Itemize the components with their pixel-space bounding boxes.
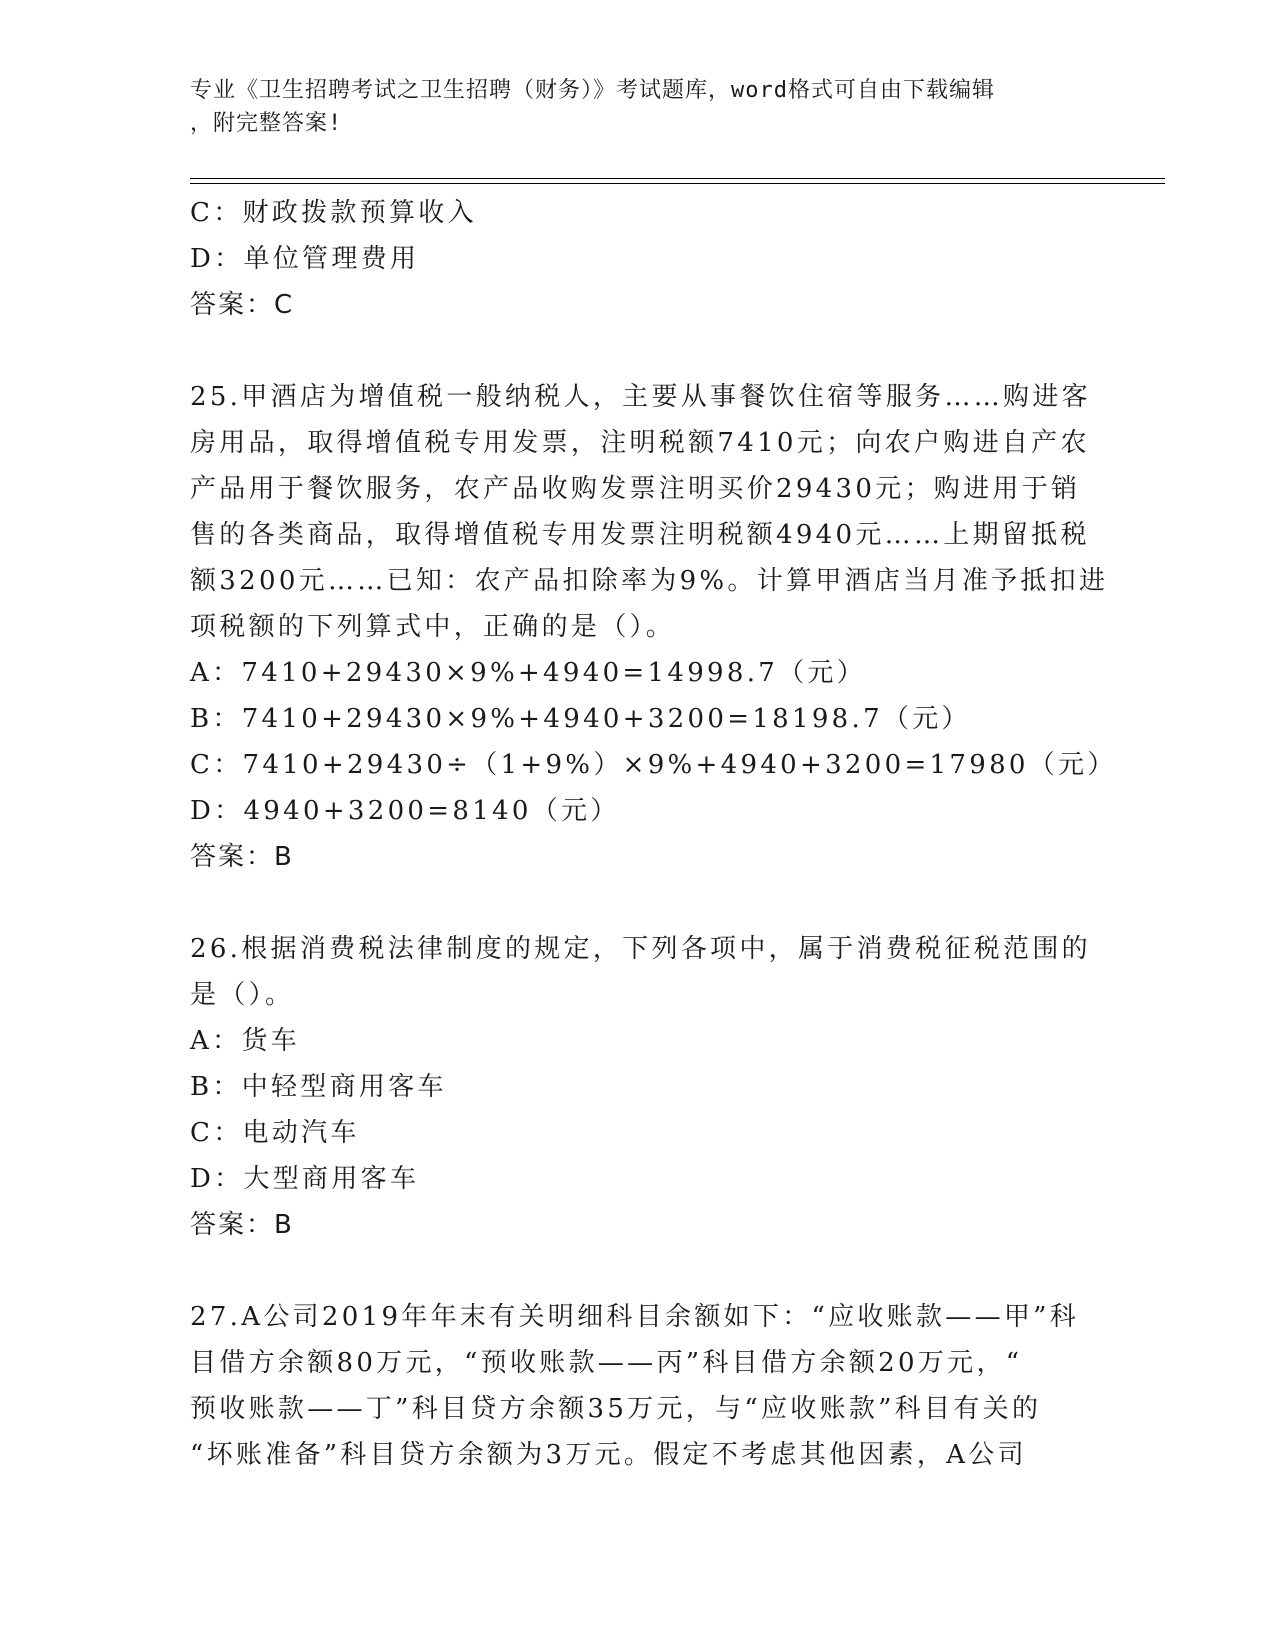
q27-stem-line: 目借方余额80万元，“预收账款——丙”科目借方余额20万元，“ (190, 1348, 1023, 1378)
page-header (190, 74, 1090, 140)
header-divider-top (190, 178, 1165, 179)
q27-stem-line: 预收账款——丁”科目贷方余额35万元，与“应收账款”科目有关的 (190, 1394, 1042, 1424)
q25-option-a: A：7410+29430×9%+4940=14998.7（元） (190, 658, 867, 688)
q27-stem-line: “坏账准备”科目贷方余额为3万元。假定不考虑其他因素，A公司 (190, 1440, 1027, 1470)
q25-option-b: B：7410+29430×9%+4940+3200=18198.7（元） (190, 704, 971, 734)
q25-stem-line: 房用品，取得增值税专用发票，注明税额7410元；向农户购进自产农 (190, 428, 1090, 458)
header-line-1: 专业《卫生招聘考试之卫生招聘（财务）》考试题库，word格式可自由下载编辑 (190, 78, 995, 103)
header-divider-bottom (190, 183, 1165, 184)
q26-stem-line: 是（）。 (190, 980, 295, 1010)
q25-option-d: D：4940+3200=8140（元） (190, 796, 620, 826)
header-line-2: ，附完整答案! (190, 111, 343, 136)
spacer (190, 328, 1090, 374)
q25-stem-line: 额3200元……已知：农产品扣除率为9%。计算甲酒店当月准予抵扣进 (190, 566, 1109, 596)
q26-option-b: B：中轻型商用客车 (190, 1072, 447, 1102)
spacer (190, 1248, 1090, 1294)
q24-option-d: D：单位管理费用 (190, 244, 420, 274)
q26-stem-line: 26.根据消费税法律制度的规定，下列各项中，属于消费税征税范围的 (190, 934, 1091, 964)
question-27 (190, 1294, 1090, 1478)
q24-option-c: C：财政拨款预算收入 (190, 198, 477, 228)
q25-answer: 答案：B (190, 842, 294, 872)
q25-option-c: C：7410+29430÷（1+9%）×9%+4940+3200=17980（元） (190, 750, 1117, 780)
question-25 (190, 374, 1117, 880)
spacer (190, 880, 1090, 926)
q25-stem-line: 项税额的下列算式中，正确的是（）。 (190, 612, 676, 642)
q27-stem-line: 27.A公司2019年年末有关明细科目余额如下：“应收账款——甲”科 (190, 1302, 1080, 1332)
question-24-tail (190, 190, 1090, 328)
question-26 (190, 926, 1090, 1248)
q24-answer: 答案：C (190, 290, 295, 320)
q26-option-a: A：货车 (190, 1026, 300, 1056)
document-body (190, 190, 1117, 1478)
q26-option-c: C：电动汽车 (190, 1118, 360, 1148)
q26-option-d: D：大型商用客车 (190, 1164, 420, 1194)
q25-stem-line: 25.甲酒店为增值税一般纳税人，主要从事餐饮住宿等服务……购进客 (190, 382, 1091, 412)
q25-stem-line: 产品用于餐饮服务，农产品收购发票注明买价29430元；购进用于销 (190, 474, 1081, 504)
q25-stem-line: 售的各类商品，取得增值税专用发票注明税额4940元……上期留抵税 (190, 520, 1090, 550)
q26-answer: 答案：B (190, 1210, 294, 1240)
